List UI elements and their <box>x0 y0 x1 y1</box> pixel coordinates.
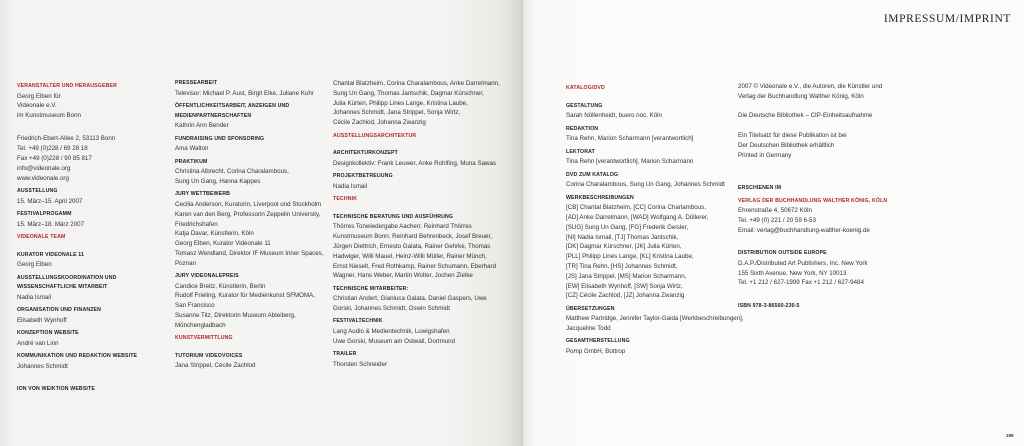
credit-block <box>333 285 493 314</box>
credit-line: [PLL] Philipp Lines Lange, [KL] Kristina Laube, <box>566 253 694 261</box>
credit-line <box>738 102 898 112</box>
credit-line: [CB] Chantal Blatzheim, [CC] Corina Charlambous, <box>566 204 706 212</box>
credit-heading: PRESSEARBEIT <box>175 80 218 86</box>
credit-line: Sarah Nöllenheidt, buero noc, Köln <box>566 112 662 120</box>
credit-line: Fax +49 (0)228 / 90 85 817 <box>17 154 92 162</box>
credit-line: Gorski, Johannes Schmidt, Oswin Schmidt <box>333 305 450 313</box>
credit-line: Tel. +1 212 / 627-1999 Fax +1 212 / 627-9484 <box>738 279 864 287</box>
credit-block <box>17 385 177 395</box>
credit-block <box>566 194 726 302</box>
credit-line: Christian Andert, Gianluca Galata, Daniel Gaspers, Uwe <box>333 295 487 303</box>
credit-line: Julia Kürten, Philipp Lines Lange, Kristina Laube, <box>333 99 468 107</box>
credit-line: Jürgen Diettrich, Ernesto Galata, Rainer Gehrke, Thomas <box>333 242 491 250</box>
credit-line: Susanne Titz, Direktorin Museum Abteiberg, <box>175 312 296 320</box>
credit-line: Georg Elben, Kurator Videonale 11 <box>175 240 271 248</box>
credit-line: Corina Charalambous, Sung Un Gang, Johannes Schmidt <box>566 181 725 189</box>
credit-heading: WERKBESCHREIBUNGEN <box>566 194 634 201</box>
credit-line: Christina Albrecht, Corina Charalambous, <box>175 168 289 176</box>
credit-heading: KURATOR VIDEONALE 11 <box>17 251 85 258</box>
credit-block <box>17 329 177 348</box>
credit-line: D.A.P./Distributed Art Publishers, Inc. New York <box>738 259 868 267</box>
credit-block <box>333 213 497 281</box>
section-block <box>333 132 493 142</box>
credit-line <box>17 125 177 135</box>
credit-heading: KOMMUNIKATION UND REDAKTION WEBSITE <box>17 353 138 360</box>
credit-line: Kathrin Ann Bender <box>175 122 229 130</box>
credit-line: Lang Audio & Medientechnik, Luwigshafen <box>333 328 450 336</box>
credit-heading: JURY WETTBEWERB <box>175 191 230 198</box>
credit-block <box>738 249 898 298</box>
credit-line: Der Deutschen Bibliothek erhältlich <box>738 141 835 149</box>
credit-line: Elisabeth Wynhoff <box>17 316 67 324</box>
credit-heading: ERSCHIENEN IM <box>738 184 782 191</box>
credit-line: Tel. +49 (0)228 / 69 28 18 <box>17 145 88 153</box>
section-heading: VERLAG DER BUCHHANDLUNG WALTHER KÖNIG, KÖLN <box>738 197 888 204</box>
credit-line: Jana Strippel, Cécile Zachlod <box>175 362 256 370</box>
credit-line: [NI] Nadia Ismail, [TJ] Thomas Jantschik, <box>566 233 679 241</box>
credit-line <box>738 236 898 246</box>
credit-heading: REDAKTION <box>566 125 599 132</box>
credit-line: Thorsten Schneider <box>333 360 387 368</box>
credit-line: Videonale e.V. <box>17 102 57 110</box>
credit-heading: FESTIVALTECHNIK <box>333 318 383 325</box>
section-block <box>333 195 493 205</box>
credit-heading: JURY VIDEONALEPREIS <box>175 273 239 280</box>
credit-block <box>566 171 726 190</box>
credit-line <box>738 170 898 180</box>
credit-block <box>333 172 493 191</box>
credit-heading: DISTRIBUTION OUTSIDE EUROPE <box>738 250 827 257</box>
credit-line: Hadwiger, Willi Mauel, Heinz-Willi Müller, Rainer Münch, <box>333 252 487 260</box>
credit-line: Tel. +49 (0) 221 / 20 59 6-53 <box>738 217 816 225</box>
credit-block <box>566 337 726 356</box>
credit-line: Karen van den Berg, Professorin Zeppelin University, <box>175 210 321 218</box>
section-heading: AUSSTELLUNGSARCHITEKTUR <box>333 132 417 139</box>
credit-block <box>738 197 898 246</box>
credit-line: Tomasz Wendland, Direktor IF Museum Inner Spaces, <box>175 249 324 257</box>
credit-heading: GESTALTUNG <box>566 102 603 109</box>
credit-block <box>738 82 898 180</box>
credits-column-2 <box>175 79 335 371</box>
credit-line: Ehrenstraße 4, 50672 Köln <box>738 207 812 215</box>
credit-heading: PROJEKTBETREUUNG <box>333 173 393 180</box>
credit-block <box>17 352 177 381</box>
credit-block <box>17 82 177 121</box>
credit-line: Ernst Nieselt, Fred Rothkamp, Rainer Schumann, Eberhard <box>333 262 497 270</box>
credit-block <box>17 125 177 184</box>
credit-block <box>333 149 497 168</box>
credit-line: Televisor: Michael P. Aust, Birgit Elke, Juliane Kuhr <box>175 89 314 97</box>
credit-heading: TRAILER <box>333 351 357 358</box>
credit-heading: ARCHITEKTURKONZEPT <box>333 150 398 157</box>
section-block <box>17 233 177 243</box>
credit-block <box>175 272 335 331</box>
credit-line: Sung Un Gang, Thomas Jantschik, Dagmar Kürschner, <box>333 89 484 97</box>
credit-line: San Francisco <box>175 302 215 310</box>
credit-block <box>17 210 177 229</box>
credit-line: [TR] Tina Rehn, [HS] Johannes Schmidt, <box>566 262 678 270</box>
section-block <box>175 334 335 344</box>
credits-column-3 <box>333 79 500 370</box>
credit-line: Cecilia Anderson, Kuratorin, Liverpool und Stockholm <box>175 200 322 208</box>
credit-line: Rudolf Frieling, Kurator für Medienkunst SFMOMA, <box>175 292 315 300</box>
credit-line: im Kunstmuseum Bonn <box>17 112 81 120</box>
credit-block <box>738 302 898 312</box>
credit-block <box>175 158 335 187</box>
credit-block <box>175 102 335 131</box>
credit-block <box>175 352 335 371</box>
credit-line: Mönchengladbach <box>175 321 226 329</box>
credit-line: Wagner, Hans Weber, Martin Wolter, Jochen Zielke <box>333 272 473 280</box>
credit-line: info@videonale.org <box>17 164 71 172</box>
credit-line: [AD] Anke Darrelmann, [WAD] Wolfgang A. Döllerer, <box>566 213 709 221</box>
credit-line: Nadia Ismail <box>333 182 368 190</box>
credit-line <box>738 121 898 131</box>
credit-heading: ÖFFENTLICHKEITSARBEIT, ANZEIGEN UND MEDIENPARTNERSCHAFTEN <box>175 102 290 119</box>
credit-heading: LEKTORAT <box>566 148 595 155</box>
credit-block <box>175 79 335 98</box>
credit-line: Georg Elben für <box>17 92 61 100</box>
credit-line <box>738 288 898 298</box>
credit-block <box>333 79 500 128</box>
credit-block <box>566 102 726 121</box>
credit-line: Verlag der Buchhandlung Walther König, Köln <box>738 92 864 100</box>
credit-line: [SUG] Sung Un Gang, [FG] Frederik Geisler, <box>566 223 689 231</box>
credit-line: Chantal Blatzheim, Corina Charalambous, Anke Darrelmann, <box>333 80 500 87</box>
credit-block <box>566 148 726 167</box>
credit-line: Die Deutsche Bibliothek – CIP-Einheitsaufnahme <box>738 112 873 120</box>
credit-line: Kunstmuseum Bonn: Reinhard Behrenbeck, Josef Breuer, <box>333 233 492 241</box>
credit-heading: DVD ZUM KATALOG <box>566 171 619 178</box>
section-heading: VIDEONALE TEAM <box>17 233 66 240</box>
credit-line: Uwe Gorski, Museum am Ostwall, Dortmund <box>333 337 456 345</box>
credit-heading: ORGANISATION UND FINANZEN <box>17 307 102 314</box>
credit-line: Pomp GmbH, Bottrop <box>566 348 626 356</box>
credit-line: Katja Davar, Künstlerin, Köln <box>175 230 254 238</box>
credit-block <box>566 305 744 334</box>
credit-heading: GESAMTHERSTELLUNG <box>566 338 630 345</box>
credit-heading: AUSSTELLUNG <box>17 187 58 194</box>
section-heading: KUNSTVERMITTLUNG <box>175 335 233 342</box>
section-heading: KATALOG/DVD <box>566 85 605 91</box>
credit-block <box>175 190 335 268</box>
credit-block <box>17 187 177 206</box>
section-heading: VERANSTALTER UND HERAUSGEBER <box>17 83 117 89</box>
credit-line: Printed in Germany <box>738 151 792 159</box>
credit-block <box>333 317 493 346</box>
credit-block <box>333 350 493 369</box>
credit-heading: TUTORIUM VIDEOVOICES <box>175 352 243 359</box>
credit-heading: PRAKTIKUM <box>175 158 208 165</box>
credit-line: Friedrich-Ebert-Allee 2, 53113 Bonn <box>17 135 116 143</box>
credit-line: Ein Titelsatz für diese Publikation ist bei <box>738 131 847 139</box>
credit-line: 2007 © Videonale e.V., die Autoren, die Künstler und <box>738 83 883 90</box>
credit-line <box>738 160 898 170</box>
credit-heading: ION VON WEIKTION WEBSITE <box>17 385 95 392</box>
credit-line: Thörres Tonwiedergabe Aachen: Reinhard Thörres <box>333 223 472 231</box>
credit-line: Georg Elben <box>17 261 52 269</box>
credit-line: [CZ] Cécile Zachlod, [JZ] Johanna Zwanzig <box>566 292 685 300</box>
credit-line: Poznan <box>175 259 196 267</box>
credit-line: Designkollektiv: Frank Leuwer, Anke Rohlfing, Muna Sawas <box>333 159 497 167</box>
credit-line: Tina Rehn, Marion Scharmann [verantwortlich] <box>566 135 694 143</box>
credit-line: Email: verlag@buchhandlung-walther-koenig.de <box>738 226 870 234</box>
credit-line: www.videonale.org <box>17 174 69 182</box>
credit-line: Jacqueline Todd <box>566 325 611 333</box>
section-heading: TECHNIK <box>333 196 358 203</box>
credit-block <box>17 306 177 325</box>
credit-heading: TECHNISCHE BERATUNG UND AUSFÜHRUNG <box>333 213 454 220</box>
credit-heading: ISBN 978-3-86560-230-5 <box>738 302 800 309</box>
credit-line: Sung Un Gang, Hanna Kappes <box>175 177 261 185</box>
credit-line: Candice Breitz, Künstlerin, Berlin <box>175 282 266 290</box>
credit-block <box>566 125 726 144</box>
credit-line: 15. März–15. April 2007 <box>17 197 83 205</box>
credit-line: [DK] Dagmar Kürschner, [JK] Julia Kürten, <box>566 243 682 251</box>
credit-line: Nadia Ismail <box>17 293 52 301</box>
credit-heading: TECHNISCHE MITARBEITER: <box>333 285 409 292</box>
credit-line: 15. März–18. März 2007 <box>17 220 85 228</box>
credit-line: [EW] Elisabeth Wynhoff, [SW] Sonja Wirtz, <box>566 282 683 290</box>
credit-block <box>738 184 898 194</box>
page-title: IMPRESSUM/IMPRINT <box>883 13 1011 25</box>
credit-line: [JS] Jana Strippel, [MS] Marion Scharmann, <box>566 272 687 280</box>
credit-block <box>17 251 177 270</box>
credits-column-1 <box>17 82 177 394</box>
credit-heading: FESTIVALPROGAMM <box>17 210 72 217</box>
credits-column-4 <box>566 84 744 357</box>
page-number: 199 <box>1006 433 1014 438</box>
credit-line: Matthew Partridge, Jennifer Taylor-Gaida [Werkbeschreibungen], <box>566 315 744 323</box>
credit-block <box>175 135 335 154</box>
credit-line: Johannes Schmidt <box>17 362 68 370</box>
credit-heading: FUNDRAISING UND SPONSORING <box>175 135 265 142</box>
credit-line: Friedrichshafen <box>175 220 218 228</box>
credit-heading: AUSSTELLUNGSKOORDINATION UND WISSENSCHAFTLICHE MITARBEIT <box>17 274 117 291</box>
credit-block <box>17 274 177 303</box>
section-block <box>566 84 726 94</box>
credit-line: 155 Sixth Avenue, New York, NY 10013 <box>738 269 847 277</box>
credits-column-5 <box>738 82 898 311</box>
credit-line: Cécile Zachlod, Johanna Zwanzig <box>333 119 426 127</box>
credit-heading: KONZEPTION WEBSITE <box>17 330 79 337</box>
credit-heading: ÜBERSETZUNGEN <box>566 305 615 312</box>
credit-line: Ama Walton <box>175 145 209 153</box>
credit-line: André van Linn <box>17 339 59 347</box>
credit-line: Tina Rehn [verantwortlich], Marion Scharmann <box>566 158 694 166</box>
credit-line: Johannes Schmidt, Jana Strippel, Sonja Wirtz, <box>333 109 461 117</box>
credit-line <box>17 371 177 381</box>
